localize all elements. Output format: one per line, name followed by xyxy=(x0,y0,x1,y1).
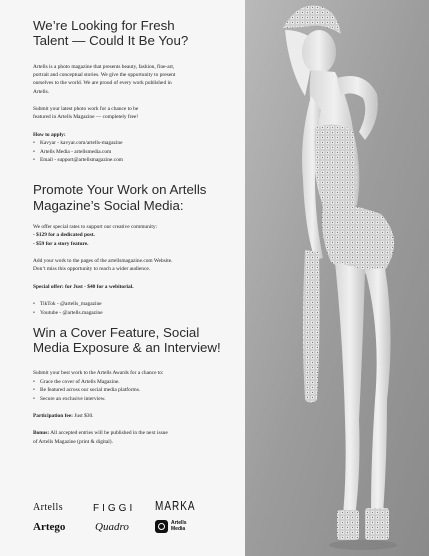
fee-paragraph: Participation fee: Just $30. xyxy=(33,412,94,419)
list-item[interactable]: • Kavyar - kavyar.com/artells-magazine xyxy=(33,139,238,147)
artells-media-icon xyxy=(155,520,168,533)
model-photo xyxy=(245,0,429,556)
heading-line: Talent — Could It Be You? xyxy=(33,33,189,49)
awards-list xyxy=(33,378,238,403)
model-photo-illustration xyxy=(245,0,429,556)
heading-promote xyxy=(33,182,238,213)
list-item: • Be featured across our social media platforms. xyxy=(33,386,238,394)
artells-media-logo xyxy=(155,520,187,533)
quadro-logo: Quadro xyxy=(95,521,129,533)
heading-line: Win a Cover Feature, Social xyxy=(33,324,200,340)
list-item[interactable]: • Youtube - @artells.magazine xyxy=(33,309,238,317)
artells-media-wordmark: Artells Media xyxy=(171,520,187,532)
submit-paragraph: Submit your latest photo work for a chance to be featured in Artells Magazine — completely free! xyxy=(33,106,139,121)
heading-line: Promote Your Work on Artells xyxy=(33,182,207,198)
heading-line: Magazine’s Social Media: xyxy=(33,197,184,213)
partner-logos xyxy=(33,499,238,542)
howto-label: How to apply: xyxy=(33,131,66,138)
special-offer: Special offer: for Just - $40 for a webitorial. xyxy=(33,283,134,290)
list-item[interactable]: • Artells Media - artellsmedia.com xyxy=(33,148,238,156)
text-content xyxy=(33,18,238,446)
artego-logo: Artego xyxy=(33,521,66,533)
list-item[interactable]: • Email - support@artellsmagazine.com xyxy=(33,156,238,164)
website-paragraph: Add your work to the pages of the artellsmagazine.com Website. Don’t miss this opportunity to reach a wider audience. xyxy=(33,258,173,273)
heading-cover-feature xyxy=(33,325,238,356)
social-list xyxy=(33,300,238,317)
heading-line: We’re Looking for Fresh xyxy=(33,18,175,33)
bonus-paragraph: Bonus: All accepted entries will be published in the next issue of Artells Magazine (print & digital). xyxy=(33,430,168,445)
rates-paragraph: We offer special rates to support our creative community: - $129 for a dedicated post. - $59 for a story feature. xyxy=(33,223,158,247)
marka-logo: MARKA xyxy=(155,499,196,514)
list-item[interactable]: • TikTok - @artells_magazine xyxy=(33,300,238,308)
intro-paragraph: Artells is a photo magazine that presents beauty, fashion, fine-art, portrait and conceptual stories. We give the opportunity to present ourselves to the world. We are proud of every work published in Artells. xyxy=(33,63,176,95)
list-item: • Secure an exclusive interview. xyxy=(33,395,238,403)
figgi-logo: FIGGI xyxy=(93,503,136,514)
heading-fresh-talent xyxy=(33,18,238,49)
awards-intro: Submit your best work to the Artells Awards for a chance to: xyxy=(33,370,164,377)
list-item: • Grace the cover of Artells Magazine. xyxy=(33,378,238,386)
heading-line: Media Exposure & an Interview! xyxy=(33,340,221,356)
artells-logo: Artells xyxy=(33,502,64,513)
howto-list xyxy=(33,139,238,164)
